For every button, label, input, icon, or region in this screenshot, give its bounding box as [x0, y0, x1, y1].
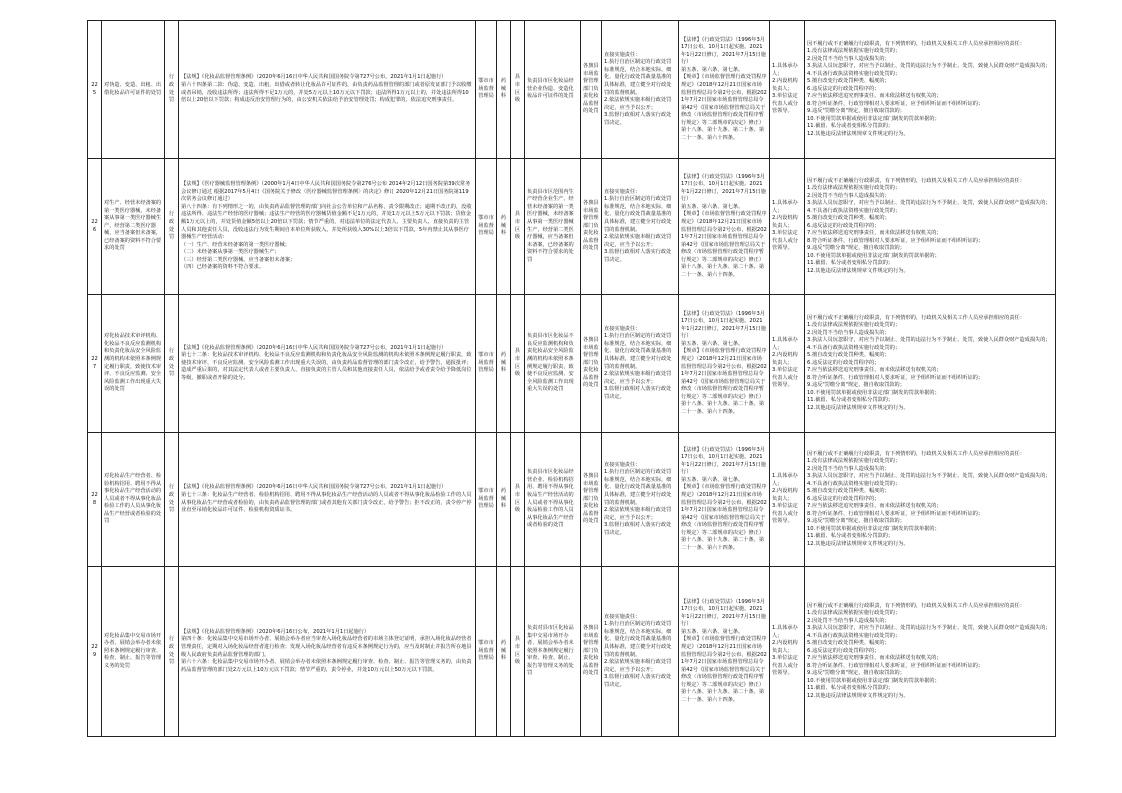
row-seq: 225	[88, 21, 102, 159]
responsibility-subject: 负责对县市区化妆品集中交易市场开办者、展销会举办者未依照本条例规定履行审查、检查、制止、报告等管理义务的处罚	[525, 567, 581, 737]
exercise-level: 县市区级	[511, 567, 525, 737]
cooperating-dept: 各旗县市场监督管理部门负责化妆品监督的处罚	[581, 433, 602, 567]
item-name: 对化妆品集中交易市场开办者、展销会举办者未依照本条例规定履行审查、检查、制止、报告等管理义务的处罚	[102, 567, 165, 737]
duty-legal-basis: 【法律】《行政处罚法》（1996年3月17日公布，10月1日起实施。2021年1月22日修订，2021年7月15日施行） 第五条、第六条、第七条。 【规章】《市场监督管理行政处罚程序规定》（2018年12月21日国家市场监督管理总局令第2号公布，根据2021年7月2日国家市场监督管理总局令第42号《国家市场监督管理总局关于修改〈市场监督管理行政处罚程序暂行规定〉等二部规章的决定》修正） 第十八条、第十九条、第二十条、第二十一条、第六十四条。	[679, 21, 770, 159]
responsibility-table	[87, 20, 1056, 737]
cooperating-dept: 各旗县市场监督管理部门负责化妆品监督的处罚	[581, 567, 602, 737]
table-row	[88, 433, 1056, 567]
table-row	[88, 567, 1056, 737]
legal-basis: 【法规】《化妆品监督管理条例》（2020年6月16日中华人民共和国国务院令第727号公布，2021年1月1日起施行） 第六十四条第二款：伪造、变造、出租、出借或者转让化妆品许可证件的，由负责药品监督管理的部门或者原发证部门予以收缴或者吊销，没收违法所得；违法所得不足1万元的，并处5万元以上10万元以下罚款；违法所得1万元以上的，并处违法所得10倍以上20倍以下罚款；构成违反治安管理行为的，由公安机关依法给予治安管理处罚；构成犯罪的，依法追究刑事责任。	[179, 21, 476, 159]
cooperating-dept: 各旗县市场监督管理部门负责化妆品监督的处罚	[581, 295, 602, 433]
item-name: 对化妆品生产经营者、检验机构招用、聘用不得从事化妆品生产经营活动的人员或者不得从事化妆品检验工作的人员从事化妆品生产经营或者检验的处罚	[102, 433, 165, 567]
duty-content: 直接实施责任： 1.执行自治区制定的行政处罚标准规范，结合本地实际，细化、量化行政处罚裁量基准的具体标准，建立健全对行政处罚的监督机制。 2.依法依规实施本级行政处罚决定，应当予以公开； 3.监督行政相对人落实行政处罚决定。	[602, 21, 679, 159]
implementing-dept: 鄂市市场监督管理局	[476, 159, 497, 295]
legal-basis: 【法规】《化妆品监督管理条例》（2020年6月16日中华人民共和国国务院令第727号公布，2021年1月1日起施行） 第七十二条：化妆品技术审评机构、化妆品不良反应监测机构和负责化妆品安全风险监测的机构未依照本条例规定履行职责，致使技术审评、不良反应监测、安全风险监测工作出现重大失误的，由负责药品监督管理的部门责令改正，给予警告，通报批评；造成严重后果的，对其法定代表人或者主要负责人、直接负责的主管人员和其他直接责任人员，依法给予或者责令给予降低岗位等级、撤职或者开除的处分。	[179, 295, 476, 433]
duty-legal-basis: 【法律】《行政处罚法》（1996年3月17日公布，10月1日起实施。2021年1月22日修订，2021年7月15日施行） 第五条、第六条、第七条。 【规章】《市场监督管理行政处罚程序规定》（2018年12月21日国家市场监督管理总局令第2号公布，根据2021年7月2日国家市场监督管理总局令第42号《国家市场监督管理总局关于修改〈市场监督管理行政处罚程序暂行规定〉等二部规章的决定》修正） 第十八条、第十九条、第二十条、第二十一条、第六十四条。	[679, 433, 770, 567]
item-name: 对伪造、变造、出租、出借化妆品许可证件的处罚	[102, 21, 165, 159]
item-category: 行政处罚	[165, 433, 179, 567]
internal-branch: 药械科	[497, 159, 511, 295]
row-seq: 227	[88, 295, 102, 433]
duty-content: 直接实施责任： 1.执行自治区制定的行政处罚标准规范，结合本地实际，细化、量化行政处罚裁量基准的具体标准，建立健全对行政处罚的监督机制。 2.依法依规实施本级行政处罚决定，应当予以公开； 3.监督行政相对人落实行政处罚决定。	[602, 159, 679, 295]
duty-legal-basis: 【法律】《行政处罚法》（1996年3月17日公布，10月1日起实施。2021年1月22日修订，2021年7月15日施行） 第五条、第六条、第七条。 【规章】《市场监督管理行政处罚程序规定》（2018年12月21日国家市场监督管理总局令第2号公布，根据2021年7月2日国家市场监督管理总局令第42号《国家市场监督管理总局关于修改〈市场监督管理行政处罚程序暂行规定〉等二部规章的决定》修正） 第十八条、第十九条、第二十条、第二十一条、第六十四条。	[679, 159, 770, 295]
accountability-situation: 因不履行或不正确履行行政职责，有下列情形的，行政机关及相关工作人员应承担相应的责任： 1.没有法律或法规依据实施行政处罚的； 2.因处罚不当给当事人造成损失的； 3.执法人员玩忽职守，对应当予以制止、处罚的违法行为不予制止、处罚，致使人民群众财产造成损失的； 4.不具备行政执法资格实施行政处罚的； 5.擅自改变行政处罚种类、幅度的； 6.违反法定的行政处罚程序的； 7.应当依法移送追究刑事责任，而未依法移送有权机关的； 8.符合听证条件，行政管理相对人要求听证，应予组织听证而不组织听证的； 9.违反"罚缴分离"规定，擅自收取罚款的； 10.不使用罚款单据或使用非法定部门制发的罚款单据的； 11.截留、私分或者变相私分罚款的； 12.其他违反法律法规规章文件规定的行为。	[805, 21, 1056, 159]
internal-branch: 药械科	[497, 21, 511, 159]
exercise-level: 县市区级	[511, 21, 525, 159]
implementing-dept: 鄂市市场监督管理局	[476, 433, 497, 567]
item-category: 行政处罚	[165, 295, 179, 433]
responsibility-subject: 负责县市区化妆品不良反应监测机构和负责化妆品安全风险监测的机构未依照本条例规定履行职责，致使不良反应监测、安全风险监测工作出现重大失误的处罚	[525, 295, 581, 433]
accountability-situation: 因不履行或不正确履行行政职责，有下列情形的，行政机关及相关工作人员应承担相应的责任： 1.没有法律或法规依据实施行政处罚的； 2.因处罚不当给当事人造成损失的； 3.执法人员玩忽职守，对应当予以制止、处罚的违法行为不予制止、处罚，致使人民群众财产造成损失的； 4.不具备行政执法资格实施行政处罚的； 5.擅自改变行政处罚种类、幅度的； 6.违反法定的行政处罚程序的； 7.应当依法移送追究刑事责任，而未依法移送有权机关的； 8.符合听证条件，行政管理相对人要求听证，应予组织听证而不组织听证的； 9.违反"罚缴分离"规定，擅自收取罚款的； 10.不使用罚款单据或使用非法定部门制发的罚款单据的； 11.截留、私分或者变相私分罚款的； 12.其他违反法律法规规章文件规定的行为。	[805, 567, 1056, 737]
implementing-dept: 鄂市市场监督管理局	[476, 295, 497, 433]
accountability-target: 1.具体承办人； 2.内设机构负责人； 3.单位法定代表人或分管领导。	[770, 21, 805, 159]
exercise-level: 县市区级	[511, 295, 525, 433]
exercise-level: 县市区级	[511, 433, 525, 567]
table-row	[88, 159, 1056, 295]
accountability-target: 1.具体承办人； 2.内设机构负责人； 3.单位法定代表人或分管领导。	[770, 159, 805, 295]
row-seq: 228	[88, 433, 102, 567]
accountability-target: 1.具体承办人； 2.内设机构负责人； 3.单位法定代表人或分管领导。	[770, 295, 805, 433]
duty-content: 直接实施责任： 1.执行自治区制定的行政处罚标准规范，结合本地实际，细化、量化行政处罚裁量基准的具体标准，建立健全对行政处罚的监督机制。 2.依法依规实施本级行政处罚决定，应当予以公开； 3.监督行政相对人落实行政处罚决定。	[602, 295, 679, 433]
item-name: 对生产、经营未经备案的第一类医疗器械，未经备案从事第一类医疗器械生产，经营第二类医疗器械，应当备案但未备案，已经备案的资料不符合要求的处罚	[102, 159, 165, 295]
cooperating-dept: 各旗县市场监督管理部门负责化妆品监督的处罚	[581, 159, 602, 295]
implementing-dept: 鄂市市场监督管理局	[476, 21, 497, 159]
responsibility-subject: 负责县市区范围内生产经营企业生产、经营未经备案的第一类医疗器械，未经备案从事第一类医疗器械生产，经营第二类医疗器械，应当备案但未备案，已经备案的资料不符合要求的处罚	[525, 159, 581, 295]
item-category: 行政处罚	[165, 567, 179, 737]
legal-basis: 【法规】《医疗器械监督管理条例》（2000年1月4日中华人民共和国国务院令第276号公布 2014年2月12日国务院第39次常务会议修订通过 根据2017年5月4日《国务院关于修改〈医疗器械监督管理条例〉的决定》修订 2020年12月21日国务院第119次常务会议修订通过） 第八十四条：有下列情形之一的，由负责药品监督管理的部门向社会公告单位和产品名称，责令限期改正；逾期不改正的，没收违法所得、违法生产经营的医疗器械；违法生产经营的医疗器械货值金额不足1万元的，并处1万元以上5万元以下罚款；货值金额1万元以上的，并处货值金额5倍以上20倍以下罚款；情节严重的，对违法单位的法定代表人、主要负责人、直接负责的主管人员和其他责任人员，没收违法行为发生期间自本单位所获收入，并处所获收入30%以上3倍以下罚款，5年内禁止其从事医疗器械生产经营活动： （一）生产、经营未经备案的第一类医疗器械； （二）未经备案从事第一类医疗器械生产； （三）经营第二类医疗器械，应当备案但未备案； （四）已经备案的资料不符合要求。	[179, 159, 476, 295]
legal-basis: 【法规】《化妆品监督管理条例》（2020年6月16日中华人民共和国国务院令第727号公布，2021年1月1日起施行） 第七十三条：化妆品生产经营者、检验机构招用、聘用不得从事化妆品生产经营活动的人员或者不得从事化妆品检验工作的人员从事化妆品生产经营或者检验的，由负责药品监督管理的部门或者其他有关部门责令改正，给予警告；拒不改正的，责令停产停业直至吊销化妆品许可证件、检验机构资质证书。	[179, 433, 476, 567]
cooperating-dept: 各旗县市场监督管理部门负责化妆品监督的处罚	[581, 21, 602, 159]
table-row	[88, 295, 1056, 433]
internal-branch: 药械科	[497, 433, 511, 567]
internal-branch: 药械科	[497, 567, 511, 737]
accountability-situation: 因不履行或不正确履行行政职责，有下列情形的，行政机关及相关工作人员应承担相应的责任： 1.没有法律或法规依据实施行政处罚的； 2.因处罚不当给当事人造成损失的； 3.执法人员玩忽职守，对应当予以制止、处罚的违法行为不予制止、处罚，致使人民群众财产造成损失的； 4.不具备行政执法资格实施行政处罚的； 5.擅自改变行政处罚种类、幅度的； 6.违反法定的行政处罚程序的； 7.应当依法移送追究刑事责任，而未依法移送有权机关的； 8.符合听证条件，行政管理相对人要求听证，应予组织听证而不组织听证的； 9.违反"罚缴分离"规定，擅自收取罚款的； 10.不使用罚款单据或使用非法定部门制发的罚款单据的； 11.截留、私分或者变相私分罚款的； 12.其他违反法律法规规章文件规定的行为。	[805, 433, 1056, 567]
table-row	[88, 21, 1056, 159]
item-category: 行政处罚	[165, 159, 179, 295]
exercise-level: 县市区级	[511, 159, 525, 295]
duty-content: 直接实施责任： 1.执行自治区制定的行政处罚标准规范，结合本地实际，细化、量化行政处罚裁量基准的具体标准，建立健全对行政处罚的监督机制。 2.依法依规实施本级行政处罚决定，应当予以公开； 3.监督行政相对人落实行政处罚决定。	[602, 567, 679, 737]
accountability-target: 1.具体承办人； 2.内设机构负责人； 3.单位法定代表人或分管领导。	[770, 433, 805, 567]
item-name: 对化妆品技术审评机构、化妆品不良反应监测机构和负责化妆品安全风险监测的机构未依照本条例规定履行职责，致使技术审评、不良反应监测、安全风险监测工作出现重大失误的处罚	[102, 295, 165, 433]
legal-basis: 【法规】《化妆品监督管理条例》（2020年6月16日公布，2021年1月1日起施行） 第四十条：化妆品集中交易市场开办者、展销会举办者应当审查入场化妆品经营者的市场主体登记证明，承担入场化妆品经营者管理责任，定期对入场化妆品经营者进行检查；发现入场化妆品经营者有违反本条例规定行为的，应当及时制止并报告所在地县级人民政府负责药品监督管理的部门。 第六十六条：化妆品集中交易市场开办者、展销会举办者未依照本条例规定履行审查、检查、制止、报告等管理义务的，由负责药品监督管理的部门处2万元以上10万元以下罚款；情节严重的，责令停业，并处10万元以上50万元以下罚款。	[179, 567, 476, 737]
accountability-target: 1.具体承办人； 2.内设机构负责人； 3.单位法定代表人或分管领导。	[770, 567, 805, 737]
responsibility-subject: 负责县市区化妆品经营企业、检验机构招用、聘用不得从事化妆品生产经营活动的人员或者不得从事化妆品检验工作的人员从事化妆品生产经营或者检验的处罚	[525, 433, 581, 567]
duty-content: 直接实施责任： 1.执行自治区制定的行政处罚标准规范，结合本地实际，细化、量化行政处罚裁量基准的具体标准，建立健全对行政处罚的监督机制。 2.依法依规实施本级行政处罚决定，应当予以公开； 3.监督行政相对人落实行政处罚决定。	[602, 433, 679, 567]
accountability-situation: 因不履行或不正确履行行政职责，有下列情形的，行政机关及相关工作人员应承担相应的责任： 1.没有法律或法规依据实施行政处罚的； 2.因处罚不当给当事人造成损失的； 3.执法人员玩忽职守，对应当予以制止、处罚的违法行为不予制止、处罚，致使人民群众财产造成损失的； 4.不具备行政执法资格实施行政处罚的； 5.擅自改变行政处罚种类、幅度的； 6.违反法定的行政处罚程序的； 7.应当依法移送追究刑事责任，而未依法移送有权机关的； 8.符合听证条件，行政管理相对人要求听证，应予组织听证而不组织听证的； 9.违反"罚缴分离"规定，擅自收取罚款的； 10.不使用罚款单据或使用非法定部门制发的罚款单据的； 11.截留、私分或者变相私分罚款的； 12.其他违反法律法规规章文件规定的行为。	[805, 295, 1056, 433]
duty-legal-basis: 【法律】《行政处罚法》（1996年3月17日公布，10月1日起实施。2021年1月22日修订，2021年7月15日施行） 第五条、第六条、第七条。 【规章】《市场监督管理行政处罚程序规定》（2018年12月21日国家市场监督管理总局令第2号公布，根据2021年7月2日国家市场监督管理总局令第42号《国家市场监督管理总局关于修改〈市场监督管理行政处罚程序暂行规定〉等二部规章的决定》修正） 第十八条、第十九条、第二十条、第二十一条、第六十四条。	[679, 295, 770, 433]
implementing-dept: 鄂市市场监督管理局	[476, 567, 497, 737]
responsibility-subject: 负责县市区化妆品经营企业伪造、变造化妆品许可证件的处罚	[525, 21, 581, 159]
item-category: 行政处罚	[165, 21, 179, 159]
internal-branch: 药械科	[497, 295, 511, 433]
duty-legal-basis: 【法律】《行政处罚法》（1996年3月17日公布，10月1日起实施。2021年1月22日修订，2021年7月15日施行） 第五条、第六条、第七条。 【规章】《市场监督管理行政处罚程序规定》（2018年12月21日国家市场监督管理总局令第2号公布，根据2021年7月2日国家市场监督管理总局令第42号《国家市场监督管理总局关于修改〈市场监督管理行政处罚程序暂行规定〉等二部规章的决定》修正） 第十八条、第十九条、第二十条、第二十一条、第六十四条。	[679, 567, 770, 737]
row-seq: 229	[88, 567, 102, 737]
accountability-situation: 因不履行或不正确履行行政职责，有下列情形的，行政机关及相关工作人员应承担相应的责任： 1.没有法律或法规依据实施行政处罚的； 2.因处罚不当给当事人造成损失的； 3.执法人员玩忽职守，对应当予以制止、处罚的违法行为不予制止、处罚，致使人民群众财产造成损失的； 4.不具备行政执法资格实施行政处罚的； 5.擅自改变行政处罚种类、幅度的； 6.违反法定的行政处罚程序的； 7.应当依法移送追究刑事责任，而未依法移送有权机关的； 8.符合听证条件，行政管理相对人要求听证，应予组织听证而不组织听证的； 9.违反"罚缴分离"规定，擅自收取罚款的； 10.不使用罚款单据或使用非法定部门制发的罚款单据的； 11.截留、私分或者变相私分罚款的； 12.其他违反法律法规规章文件规定的行为。	[805, 159, 1056, 295]
row-seq: 226	[88, 159, 102, 295]
